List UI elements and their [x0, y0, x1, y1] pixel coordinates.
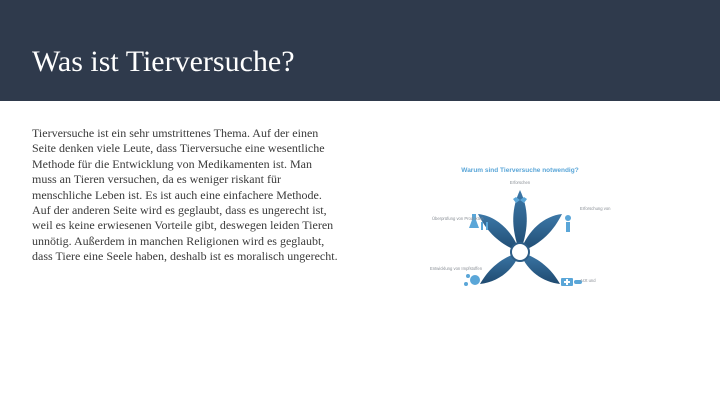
title-bar: [0, 0, 720, 101]
label-center: Erforschen: [509, 180, 531, 185]
flower-center: [511, 243, 529, 261]
skeleton-icon: [565, 215, 571, 232]
slide-body-text: Tierversuche ist ein sehr umstrittenes Thema. Auf der einen Seite denken viele Leute, dass Tierversuche eine wesentliche Methode für die Entwicklung von Medikamenten ist. Man muss an Tieren versuchen, da es weniger riskant für menschliche Leben ist. Es ist auch eine einfachere Methode. Auf der anderen Seite wird es geglaubt, dass es ungerecht ist, weil es keine erwiesenen Vorteile gibt, deswegen leiden Tieren unnötig. Außerdem in manchen Religionen wird es geglaubt, dass Tiere eine Seele haben, deshalb ist es moralisch ungerecht.: [32, 126, 338, 264]
infographic-heading: Warum sind Tierversuche notwendig?: [461, 167, 579, 174]
flower-diagram: [478, 190, 562, 284]
label-left-top: Überprüfung von Produkten: [432, 216, 484, 221]
label-left-bottom: Entwicklung von Impfstoffen: [430, 266, 483, 271]
label-right-bottom: Arzt und: [580, 278, 596, 283]
label-right-top: Erforschung von: [580, 206, 611, 211]
virus-icon: [464, 274, 480, 286]
slide-title: Was ist Tierversuche?: [32, 45, 295, 78]
infographic-graphic: [420, 152, 620, 312]
medical-kit-icon: [561, 278, 573, 286]
infographic: [420, 152, 620, 312]
